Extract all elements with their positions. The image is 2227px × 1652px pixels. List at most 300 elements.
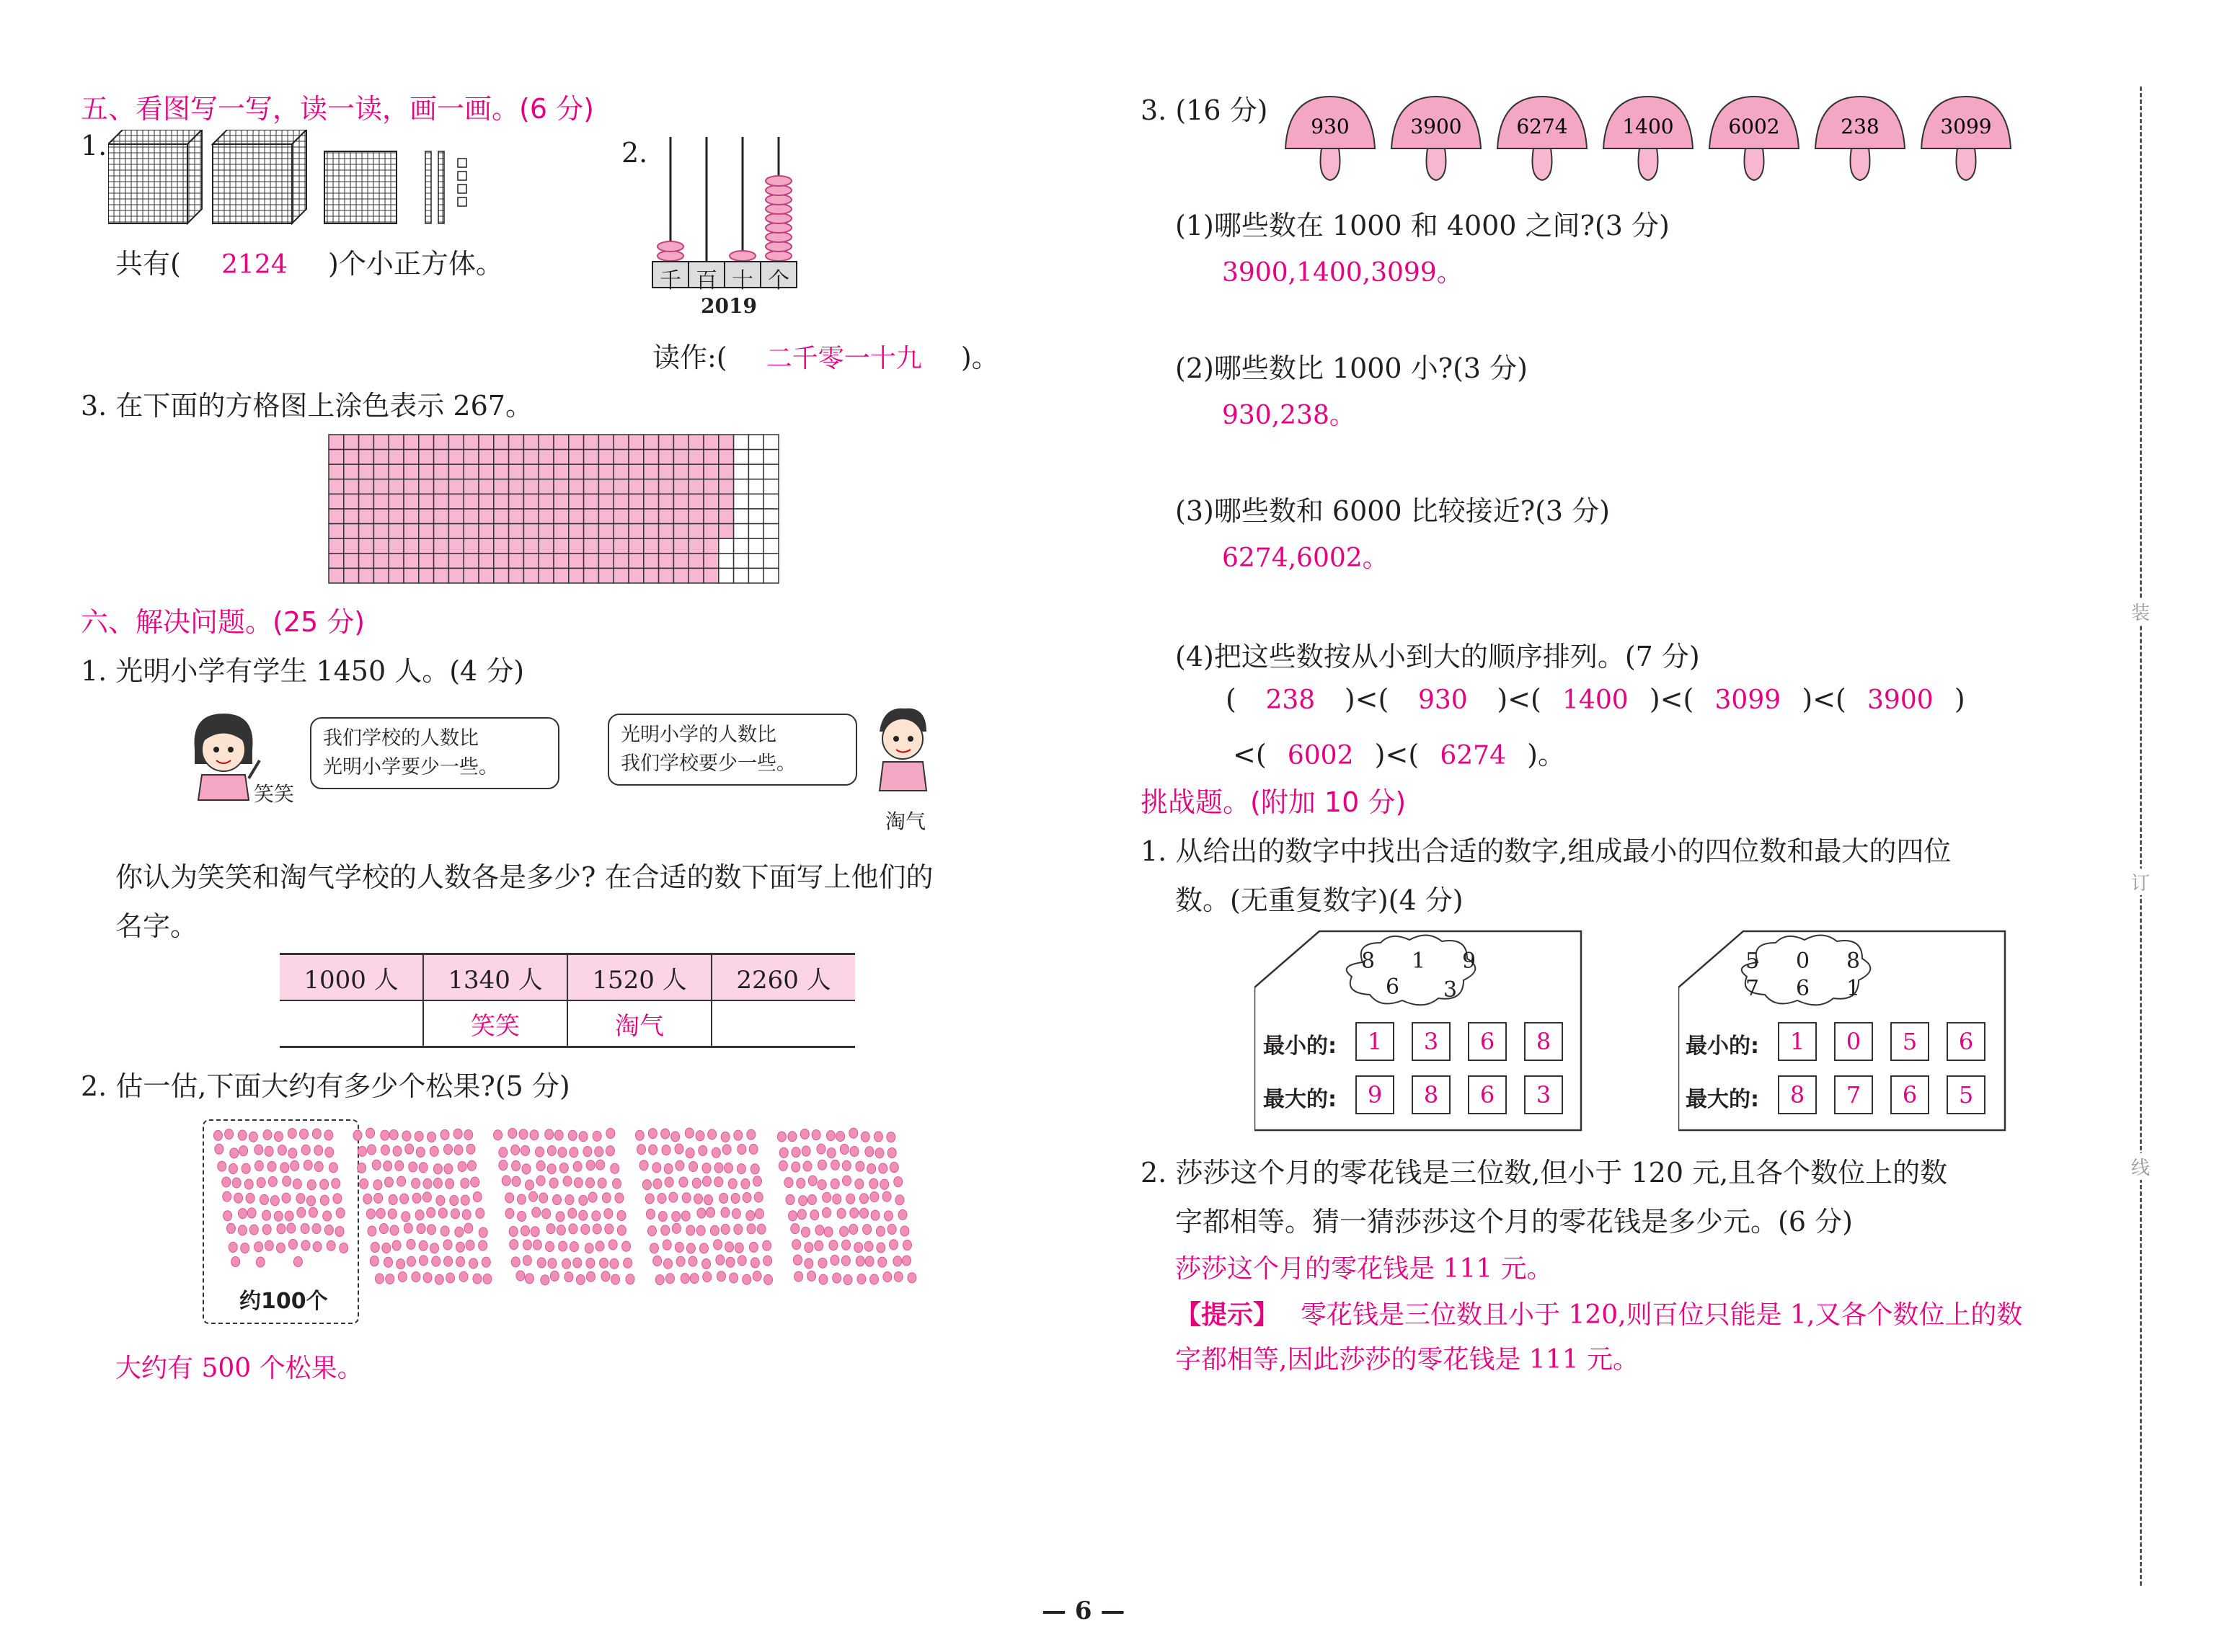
- pine-cone: [751, 1164, 759, 1174]
- pine-cone: [797, 1178, 805, 1188]
- grid-cell: [373, 479, 389, 494]
- grid-cell: [748, 435, 763, 450]
- grid-cell: [494, 538, 509, 554]
- grid-cell: [479, 554, 494, 569]
- q5-1-answer: 2124: [221, 250, 288, 280]
- grid-cell: [419, 494, 434, 509]
- pine-cone: [653, 1179, 662, 1189]
- pine-cone: [238, 1209, 247, 1219]
- pine-cone: [855, 1179, 864, 1189]
- grid-cell: [539, 554, 554, 569]
- pine-cone: [274, 1211, 283, 1221]
- grid-cell: [344, 509, 359, 524]
- pine-cone: [509, 1226, 518, 1236]
- grid-cell: [359, 509, 374, 524]
- pine-cone: [721, 1224, 730, 1234]
- pine-cone: [840, 1144, 849, 1154]
- grid-cell: [554, 554, 569, 569]
- grid-cell: [584, 538, 599, 554]
- pine-cone: [842, 1160, 851, 1171]
- grid-cell: [509, 538, 524, 554]
- pine-cone: [818, 1180, 826, 1190]
- pine-cone: [519, 1129, 528, 1140]
- speech-bubble-left: [310, 717, 559, 789]
- card1-min-digit: 6: [1468, 1022, 1507, 1061]
- q5-1-prefix: 共有(: [115, 248, 181, 280]
- grid-cell: [373, 554, 389, 569]
- pine-cone: [596, 1160, 605, 1170]
- grid-cell: [509, 524, 524, 539]
- pine-cone: [611, 1274, 620, 1284]
- pine-cone: [836, 1132, 845, 1142]
- pine-cone: [714, 1177, 723, 1187]
- pine-cone: [557, 1225, 565, 1235]
- pine-cone: [863, 1225, 872, 1235]
- pine-cone: [870, 1192, 879, 1202]
- pine-cone: [512, 1160, 521, 1171]
- grid-cell: [359, 524, 374, 539]
- grid-cell: [494, 479, 509, 494]
- grid-cell: [464, 435, 479, 450]
- pine-cone: [466, 1240, 474, 1250]
- binding-char-ding: 订: [2131, 869, 2150, 895]
- grid-cell: [719, 435, 734, 450]
- grid-cell: [704, 494, 719, 509]
- pine-cone: [865, 1256, 874, 1266]
- grid-cell: [659, 538, 674, 554]
- grid-cell: [509, 494, 524, 509]
- grid-cell: [464, 524, 479, 539]
- pine-cone: [588, 1192, 597, 1202]
- pine-cone: [763, 1256, 772, 1266]
- pine-cone: [805, 1243, 813, 1253]
- grid-cell: [659, 509, 674, 524]
- grid-cell: [448, 479, 464, 494]
- grid-cell: [359, 568, 374, 583]
- grid-cell: [389, 524, 404, 539]
- pine-cone: [689, 1256, 697, 1266]
- q5-2-prefix: 读作:(: [652, 342, 727, 373]
- pine-cone: [230, 1148, 239, 1158]
- grid-cell: [448, 435, 464, 450]
- pine-cone: [395, 1160, 404, 1171]
- table-body-cell: [712, 1000, 855, 1047]
- grid-cell: [373, 435, 389, 450]
- grid-cell: [344, 538, 359, 554]
- pine-cone: [653, 1256, 662, 1266]
- hundred-flat: [324, 151, 397, 223]
- pine-cone: [482, 1257, 490, 1267]
- grid-cell: [689, 509, 704, 524]
- card2-digit: 5: [1745, 949, 1760, 974]
- grid-cell: [494, 568, 509, 583]
- grid-cell: [659, 464, 674, 479]
- mushroom-number: 3099: [1940, 115, 1992, 138]
- pine-cone: [849, 1224, 858, 1234]
- card1-min-digit: 1: [1355, 1022, 1394, 1061]
- pine-cone: [559, 1163, 568, 1173]
- mushroom: [1285, 97, 1375, 180]
- pine-cone: [890, 1163, 898, 1173]
- grid-cell: [629, 479, 644, 494]
- card1-min-label: 最小的:: [1263, 1034, 1337, 1059]
- pine-cone: [366, 1128, 375, 1138]
- grid-cell: [434, 464, 449, 479]
- pine-cone: [533, 1240, 541, 1250]
- pine-cone: [402, 1131, 411, 1141]
- pine-cone: [735, 1243, 743, 1253]
- pine-cone: [473, 1192, 482, 1202]
- q3-sub2-answer: 930,238。: [1222, 401, 1355, 430]
- pine-cone: [459, 1271, 468, 1282]
- grid-cell: [448, 464, 464, 479]
- q5-2-line: [652, 335, 999, 375]
- pine-cone: [404, 1223, 412, 1233]
- pine-cone: [238, 1130, 247, 1140]
- pine-cone: [508, 1128, 517, 1138]
- pine-cone: [890, 1240, 898, 1250]
- pine-cone: [304, 1160, 312, 1171]
- pine-cone: [265, 1240, 273, 1251]
- pine-cone: [887, 1147, 896, 1158]
- grid-cell: [719, 494, 734, 509]
- section-6-title: 六、解决问题。(25 分): [81, 606, 366, 638]
- pine-cone: [542, 1209, 551, 1219]
- grid-cell: [523, 524, 539, 539]
- pine-cone: [840, 1227, 849, 1237]
- pine-cone: [850, 1146, 859, 1156]
- pine-cone: [268, 1176, 277, 1186]
- grid-cell: [373, 494, 389, 509]
- grid-cell: [673, 479, 689, 494]
- grid-cell: [704, 554, 719, 569]
- pine-cone: [215, 1144, 223, 1154]
- pine-cone: [312, 1129, 321, 1139]
- pine-cone: [511, 1145, 520, 1155]
- grid-cell: [598, 509, 614, 524]
- pine-cone: [692, 1178, 701, 1188]
- pine-cone: [898, 1209, 907, 1220]
- pine-cone: [523, 1256, 531, 1266]
- pine-cone: [229, 1164, 237, 1174]
- grid-cell: [389, 435, 404, 450]
- pine-cone: [467, 1160, 476, 1171]
- pine-cone: [675, 1144, 683, 1154]
- pine-cone: [746, 1211, 755, 1221]
- pine-cone: [819, 1274, 828, 1284]
- pine-cone: [576, 1275, 585, 1285]
- grid-cell: [614, 464, 629, 479]
- grid-cell: [763, 450, 779, 465]
- pine-cone: [789, 1211, 797, 1221]
- pine-cone: [419, 1163, 428, 1173]
- pine-cone: [794, 1271, 803, 1282]
- pine-cone: [592, 1211, 601, 1221]
- q5-1-number: 1.: [81, 130, 107, 161]
- pine-cone: [548, 1258, 557, 1269]
- bubble-right-line-2: 我们学校要少一些。: [621, 752, 796, 775]
- grid-cell: [404, 538, 419, 554]
- grid-cell: [523, 568, 539, 583]
- grid-cell: [584, 554, 599, 569]
- card1-digit: 3: [1443, 977, 1458, 1003]
- grid-cell: [419, 524, 434, 539]
- grid-cell: [344, 464, 359, 479]
- pine-cone: [427, 1225, 435, 1235]
- pine-cone: [523, 1240, 531, 1250]
- grid-cell: [479, 524, 494, 539]
- grid-cell: [748, 494, 763, 509]
- mushroom-number: 6002: [1728, 115, 1780, 138]
- pine-cone: [702, 1258, 711, 1269]
- card2-min-digit: 6: [1947, 1022, 1985, 1061]
- grid-cell: [554, 450, 569, 465]
- pine-cone: [720, 1193, 728, 1203]
- grid-cell: [584, 568, 599, 583]
- pine-cone: [600, 1258, 608, 1268]
- pine-cone: [232, 1178, 241, 1188]
- grid-cell: [523, 450, 539, 465]
- pine-cone: [605, 1224, 614, 1234]
- pine-cone: [672, 1223, 681, 1233]
- grid-cell: [389, 494, 404, 509]
- grid-cell: [598, 568, 614, 583]
- binding-char-zhuang: 装: [2131, 598, 2150, 625]
- grid-cell: [748, 524, 763, 539]
- card2-max-digit: 6: [1890, 1075, 1929, 1114]
- pine-cone: [730, 1273, 738, 1283]
- pine-cone: [861, 1132, 869, 1142]
- pine-cone: [262, 1225, 271, 1235]
- pine-cone: [412, 1178, 420, 1189]
- pine-cone: [381, 1145, 389, 1155]
- grid-cell: [704, 524, 719, 539]
- pine-cone: [367, 1145, 376, 1155]
- grid-cell: [584, 494, 599, 509]
- pine-cone: [864, 1241, 873, 1251]
- grid-cell: [389, 568, 404, 583]
- grid-cell: [509, 479, 524, 494]
- pine-cone: [662, 1145, 670, 1155]
- grid-cell: [673, 494, 689, 509]
- pine-cone: [593, 1224, 601, 1234]
- pine-cone: [432, 1256, 440, 1266]
- grid-cell: [434, 509, 449, 524]
- pine-cone: [704, 1195, 712, 1205]
- pine-cone: [610, 1258, 619, 1269]
- pine-cone: [329, 1163, 337, 1173]
- pine-cone: [829, 1240, 838, 1251]
- q6-2-answer: 大约有 500 个松果。: [115, 1354, 363, 1383]
- pine-cone: [419, 1240, 428, 1251]
- pine-cone: [874, 1132, 882, 1142]
- grid-cell: [419, 479, 434, 494]
- grid-cell: [373, 568, 389, 583]
- pine-cone: [234, 1193, 243, 1203]
- pine-cone: [833, 1194, 841, 1204]
- pine-cone: [712, 1147, 720, 1158]
- grid-cell: [584, 450, 599, 465]
- pine-cone: [416, 1147, 425, 1157]
- pine-cone: [536, 1160, 545, 1171]
- pine-cone: [626, 1274, 634, 1284]
- table-head-cell: 1340 人: [423, 954, 567, 1001]
- grid-cell: [389, 538, 404, 554]
- grid-cell: [569, 524, 584, 539]
- q3-title: 3. (16 分): [1141, 94, 1268, 126]
- pine-cone: [724, 1163, 732, 1173]
- pine-cone: [246, 1193, 254, 1203]
- grid-cell: [659, 494, 674, 509]
- grid-cell: [598, 538, 614, 554]
- pine-cone: [464, 1130, 473, 1140]
- pine-cone: [884, 1211, 893, 1221]
- grid-cell: [689, 538, 704, 554]
- pine-cone: [225, 1129, 234, 1139]
- grid-cell: [644, 524, 659, 539]
- pine-cone: [661, 1225, 670, 1235]
- thousand-cube-2: [213, 130, 306, 223]
- grid-cell: [598, 464, 614, 479]
- mushroom-number: 930: [1311, 115, 1350, 138]
- pine-cone: [669, 1192, 678, 1202]
- pine-cone: [755, 1209, 763, 1219]
- pine-cone: [585, 1243, 593, 1253]
- pine-cone: [563, 1176, 572, 1186]
- grid-cell: [523, 509, 539, 524]
- grid-cell: [763, 494, 779, 509]
- pine-cone: [870, 1274, 879, 1284]
- pine-cone: [887, 1132, 895, 1142]
- pine-cone: [386, 1274, 394, 1284]
- grid-cell: [598, 435, 614, 450]
- pine-cone: [676, 1256, 685, 1266]
- pine-cone: [867, 1163, 876, 1173]
- pine-cone: [876, 1226, 885, 1236]
- pine-cone: [276, 1243, 285, 1253]
- grid-cell: [554, 568, 569, 583]
- pine-cone: [505, 1193, 514, 1203]
- grid-cell: [719, 538, 734, 554]
- pine-cone: [333, 1194, 342, 1204]
- grid-cell: [748, 509, 763, 524]
- card1-digit: 8: [1361, 949, 1376, 974]
- pine-cone: [747, 1224, 756, 1234]
- pine-cone: [288, 1148, 297, 1158]
- pine-cone: [518, 1212, 526, 1222]
- grid-cell: [389, 464, 404, 479]
- grid-cell: [734, 554, 749, 569]
- grid-cell: [629, 554, 644, 569]
- pine-cone: [824, 1227, 833, 1237]
- grid-cell: [734, 538, 749, 554]
- grid-cell: [404, 435, 419, 450]
- order-slot: 6002: [1287, 741, 1354, 771]
- pine-cone: [499, 1147, 508, 1158]
- pine-cone: [370, 1256, 378, 1266]
- abacus-label-tens: 十: [732, 268, 753, 293]
- pine-cone: [570, 1242, 578, 1252]
- pine-cone: [784, 1178, 793, 1188]
- pine-cone: [293, 1256, 302, 1266]
- pine-cone: [430, 1146, 438, 1156]
- grid-cell: [584, 464, 599, 479]
- mushroom: [1497, 97, 1587, 180]
- pine-cone: [779, 1160, 787, 1171]
- grid-cell: [569, 568, 584, 583]
- pine-cone: [598, 1178, 606, 1188]
- pine-cone: [313, 1242, 322, 1252]
- pine-cone: [288, 1128, 296, 1138]
- pine-cone: [844, 1275, 852, 1285]
- pine-cone: [247, 1208, 256, 1218]
- grid-cell: [329, 568, 344, 583]
- grid-cell: [598, 554, 614, 569]
- pine-cone: [388, 1209, 397, 1219]
- pine-cone: [376, 1208, 385, 1218]
- thousand-cube-1: [108, 130, 202, 223]
- grid-cell: [434, 479, 449, 494]
- grid-cell: [748, 479, 763, 494]
- mushroom-number: 3900: [1410, 115, 1462, 138]
- pine-cone: [559, 1241, 567, 1251]
- grid-cell: [329, 479, 344, 494]
- pine-cone: [436, 1196, 445, 1206]
- pine-cone: [435, 1274, 443, 1284]
- pine-cone: [749, 1242, 758, 1252]
- pine-cone: [731, 1194, 740, 1204]
- card2-digit: 7: [1745, 976, 1760, 1001]
- pine-cone: [327, 1240, 335, 1251]
- pine-cone: [332, 1178, 340, 1189]
- pine-cone: [280, 1163, 289, 1173]
- pine-cone: [547, 1164, 556, 1174]
- pine-cone: [642, 1180, 651, 1190]
- grid-cell: [659, 554, 674, 569]
- pine-cone: [521, 1226, 529, 1236]
- grid-cell: [523, 435, 539, 450]
- grid-cell: [494, 524, 509, 539]
- table-head-cell: 2260 人: [712, 954, 855, 1001]
- grid-cell: [704, 568, 719, 583]
- pine-cone: [440, 1226, 449, 1236]
- grid-cell: [479, 538, 494, 554]
- q5-2-number: 2.: [621, 137, 648, 169]
- grid-cell: [734, 509, 749, 524]
- pine-cone: [239, 1146, 248, 1156]
- pine-cone: [908, 1273, 916, 1283]
- pine-cone: [679, 1177, 688, 1187]
- grid-cell: [419, 568, 434, 583]
- grid-cell: [569, 450, 584, 465]
- card1-max-digit: 3: [1524, 1075, 1563, 1114]
- pine-cone: [494, 1130, 502, 1140]
- pine-cone: [877, 1243, 885, 1253]
- pine-cone: [556, 1212, 565, 1222]
- pine-cone: [547, 1145, 556, 1155]
- grid-cell: [704, 538, 719, 554]
- pine-cone: [817, 1144, 825, 1154]
- grid-cell: [539, 450, 554, 465]
- pine-cone: [883, 1271, 892, 1282]
- pine-cone: [412, 1193, 421, 1203]
- mushroom: [1603, 97, 1693, 180]
- pine-cone: [601, 1271, 610, 1282]
- grid-cell: [734, 479, 749, 494]
- pine-cone: [792, 1147, 800, 1158]
- pine-cone: [549, 1178, 558, 1188]
- grid-cell: [419, 538, 434, 554]
